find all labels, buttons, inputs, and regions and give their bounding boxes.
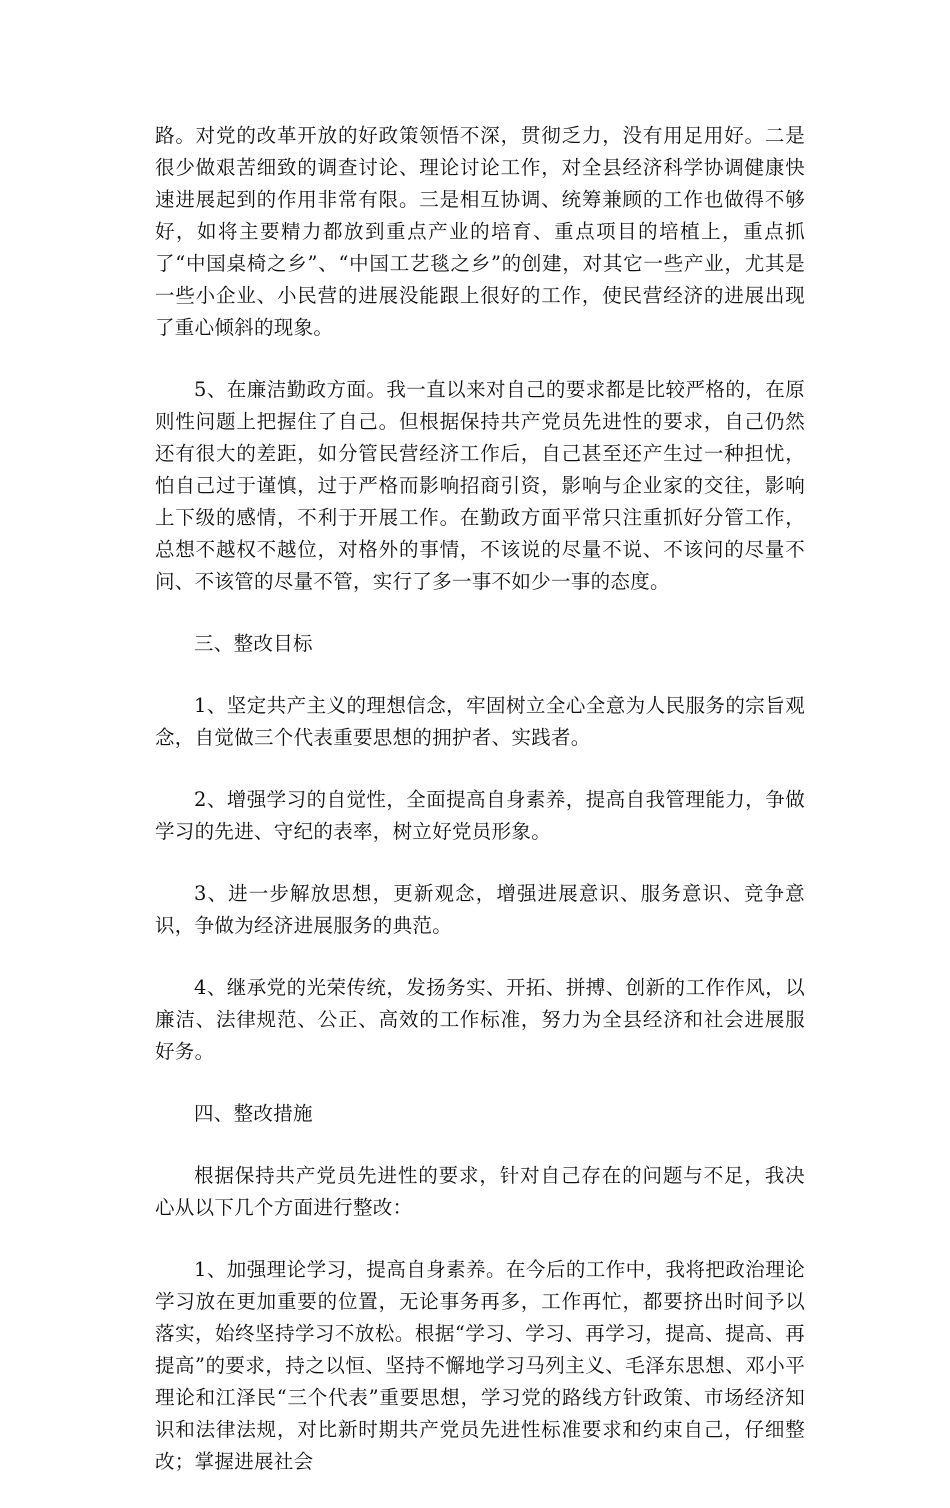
measure-item-1: 1、加强理论学习，提高自身素养。在今后的工作中，我将把政治理论学习放在更加重要的位置，无论事务再多，工作再忙，都要挤出时间予以落实，始终坚持学习不放松。根据“学习、学习、再学习，提高、提高、再提高”的要求，持之以恒、坚持不懈地学习马列主义、毛泽东思想、邓小平理论和江泽民“三个代表”重要思想，学习党的路线方针政策、市场经济知识和法律法规，对比新时期共产党员先进性标准要求和约束自己，仔细整改；掌握进展社会 [155, 1258, 805, 1473]
goal-item-2: 2、增强学习的自觉性，全面提高自身素养，提高自我管理能力，争做学习的先进、守纪的表率，树立好党员形象。 [155, 788, 805, 843]
paragraph-integrity-diligence: 5、在廉洁勤政方面。我一直以来对自己的要求都是比较严格的，在原则性问题上把握住了自己。但根据保持共产党员先进性的要求，自己仍然还有很大的差距，如分管民营经济工作后，自己甚至还产生过一种担忧，怕自己过于谨慎，过于严格而影响招商引资，影响与企业家的交往，影响上下级的感情，不利于开展工作。在勤政方面平常只注重抓好分管工作，总想不越权不越位，对格外的事情，不该说的尽量不说、不该问的尽量不问、不该管的尽量不管，实行了多一事不如少一事的态度。 [155, 378, 805, 593]
document-body [155, 120, 805, 1508]
paragraph-continuation: 路。对党的改革开放的好政策领悟不深，贯彻乏力，没有用足用好。二是很少做艰苦细致的调查讨论、理论讨论工作，对全县经济科学协调健康快速进展起到的作用非常有限。三是相互协调、统筹兼顾的工作也做得不够好，如将主要精力都放到重点产业的培育、重点项目的培植上，重点抓了“中国桌椅之乡”、“中国工艺毯之乡”的创建，对其它一些产业，尤其是一些小企业、小民营的进展没能跟上很好的工作，使民营经济的进展出现了重心倾斜的现象。 [155, 124, 805, 339]
section-heading-rectification-goals: 三、整改目标 [194, 632, 313, 655]
goal-item-1: 1、坚定共产主义的理想信念，牢固树立全心全意为人民服务的宗旨观念，自觉做三个代表重要思想的拥护者、实践者。 [155, 694, 805, 749]
section-heading-rectification-measures: 四、整改措施 [194, 1102, 313, 1125]
goal-item-4: 4、继承党的光荣传统，发扬务实、开拓、拼搏、创新的工作作风，以廉洁、法律规范、公正、高效的工作标准，努力为全县经济和社会进展服好务。 [155, 976, 805, 1063]
goal-item-3: 3、进一步解放思想，更新观念，增强进展意识、服务意识、竞争意识，争做为经济进展服务的典范。 [155, 882, 805, 937]
measures-intro: 根据保持共产党员先进性的要求，针对自己存在的问题与不足，我决心从以下几个方面进行整改： [155, 1164, 805, 1219]
